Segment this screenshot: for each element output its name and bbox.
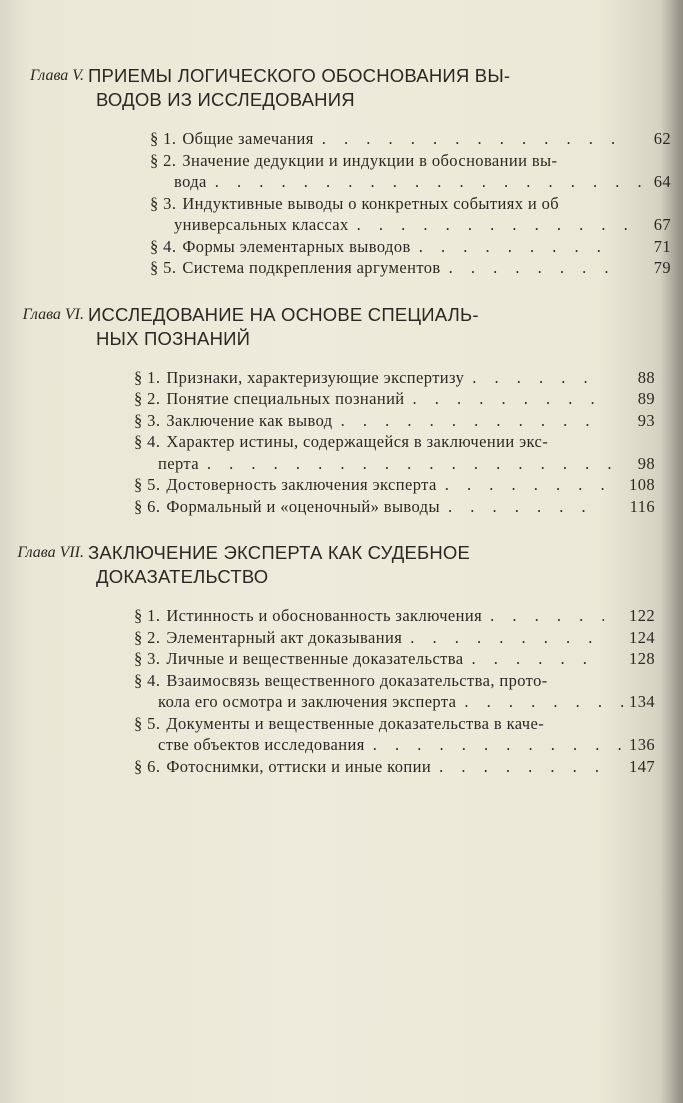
section-number: § 2. [134, 389, 161, 408]
page-number: 134 [629, 692, 655, 711]
section-title: Заключение как вывод [166, 410, 333, 430]
section-title: Истинность и обоснованность заключения [166, 606, 483, 625]
chapter-title-line: НЫХ ПОЗНАНИЙ [96, 327, 251, 349]
page-number: 122 [629, 606, 655, 625]
section-title: универсальных классах [174, 215, 349, 234]
toc-entry [134, 670, 683, 713]
toc-entry [150, 150, 683, 193]
toc-entry [134, 431, 683, 474]
section-title: Взаимосвязь вещественного доказательства, прото- [166, 670, 548, 690]
dot-leader [482, 605, 604, 627]
chapter [0, 64, 683, 279]
section-number: § 2. [150, 150, 177, 170]
page-number: 147 [629, 756, 655, 776]
page-number: 89 [637, 389, 655, 408]
section-number: § 4. [134, 432, 161, 451]
dot-leader [314, 128, 620, 150]
page-number: 79 [653, 258, 671, 277]
section-title: Понятие специальных познаний [166, 389, 405, 408]
page-number: 136 [629, 735, 655, 754]
chapter-title-line: ДОКАЗАТЕЛЬСТВО [96, 566, 269, 587]
page-number: 67 [653, 215, 671, 234]
dot-leader [349, 214, 644, 236]
chapter-heading [0, 64, 683, 112]
section-title: Личные и вещественные доказательства [166, 649, 464, 668]
section-list [0, 367, 683, 518]
toc-entry [134, 410, 683, 432]
dot-leader [411, 236, 620, 258]
chapter-title [88, 64, 523, 112]
section-number: § 6. [134, 496, 161, 516]
chapter-heading [0, 541, 683, 589]
page-number: 93 [637, 410, 655, 430]
toc-entry [134, 713, 683, 756]
toc-entry [134, 605, 683, 627]
section-title: Значение дедукции и индукции в обосновании вы- [182, 150, 558, 170]
page-number: 71 [653, 236, 671, 256]
page-number: 108 [629, 475, 655, 494]
section-number: § 4. [150, 236, 177, 256]
toc-entry [134, 474, 683, 496]
section-title: Характер истины, содержащейся в заключении экс- [166, 432, 549, 451]
section-title: Признаки, характеризующие экспертизу [166, 367, 465, 387]
section-title: Документы и вещественные доказательства в каче- [166, 713, 545, 733]
section-title: стве объектов исследования [158, 735, 365, 754]
section-number: § 1. [150, 129, 177, 148]
dot-leader [463, 648, 604, 670]
chapter [0, 541, 683, 777]
dot-leader [437, 474, 604, 496]
page-number: 124 [629, 627, 655, 647]
section-number: § 5. [134, 713, 161, 733]
page-number: 62 [653, 129, 671, 148]
section-title: Общие замечания [182, 129, 314, 148]
dot-leader [464, 367, 604, 389]
toc-entry [134, 756, 683, 778]
chapter-label: Глава VII. [17, 544, 84, 561]
section-title: кола его осмотра и заключения эксперта [158, 692, 457, 711]
dot-leader [405, 388, 604, 410]
dot-leader [431, 756, 604, 778]
chapter [0, 303, 683, 518]
section-title: перта [158, 453, 199, 473]
section-list [0, 128, 683, 279]
section-number: § 1. [134, 606, 161, 625]
page-number: 98 [637, 453, 655, 473]
section-number: § 5. [150, 258, 177, 277]
section-title: Элементарный акт доказывания [166, 627, 403, 647]
page-number: 116 [629, 496, 655, 516]
section-number: § 3. [134, 649, 161, 668]
section-title: Фотоснимки, оттиски и иные копии [166, 756, 432, 776]
dot-leader [207, 171, 644, 193]
toc-entry [134, 367, 683, 389]
toc-entry [134, 496, 683, 518]
toc-entry [134, 648, 683, 670]
dot-leader [456, 691, 628, 713]
page-number: 64 [653, 172, 671, 191]
toc-entry [134, 627, 683, 649]
toc-entry [150, 257, 683, 279]
section-title: Формальный и «оценочный» выводы [166, 496, 440, 516]
chapter-title [88, 303, 523, 351]
toc-entry [134, 388, 683, 410]
toc-entry [150, 128, 683, 150]
chapter-heading [0, 303, 683, 351]
section-title: Формы элементарных выводов [182, 236, 411, 256]
section-title: Система подкрепления аргументов [182, 258, 441, 277]
dot-leader [440, 496, 604, 518]
section-number: § 5. [134, 475, 161, 494]
table-of-contents [0, 64, 683, 801]
section-title: Достоверность заключения эксперта [166, 475, 437, 494]
section-number: § 4. [134, 670, 161, 690]
dot-leader [441, 257, 620, 279]
section-title: Индуктивные выводы о конкретных событиях и об [182, 193, 560, 213]
toc-entry [150, 236, 683, 258]
section-number: § 3. [150, 193, 177, 213]
chapter-title-line: ВОДОВ ИЗ ИССЛЕДОВАНИЯ [96, 89, 355, 110]
section-number: § 1. [134, 367, 161, 387]
chapter-title [88, 541, 523, 589]
section-number: § 3. [134, 410, 161, 430]
chapter-title-line: ЗАКЛЮЧЕНИЕ ЭКСПЕРТА КАК СУДЕБНОЕ [88, 542, 471, 563]
page-number: 128 [629, 649, 655, 668]
dot-leader [402, 627, 604, 649]
chapter-title-line: ПРИЕМЫ ЛОГИЧЕСКОГО ОБОСНОВАНИЯ ВЫ- [88, 65, 511, 86]
chapter-label: Глава V. [30, 67, 84, 84]
dot-leader [365, 734, 628, 756]
section-number: § 6. [134, 756, 161, 776]
chapter-label: Глава VI. [22, 305, 84, 323]
section-list [0, 605, 683, 777]
toc-entry [150, 193, 683, 236]
section-title: вода [174, 172, 207, 191]
dot-leader [333, 410, 604, 432]
dot-leader [199, 453, 628, 475]
chapter-title-line: ИССЛЕДОВАНИЕ НА ОСНОВЕ СПЕЦИАЛЬ- [88, 303, 479, 325]
section-number: § 2. [134, 627, 161, 647]
page-number: 88 [637, 367, 655, 387]
